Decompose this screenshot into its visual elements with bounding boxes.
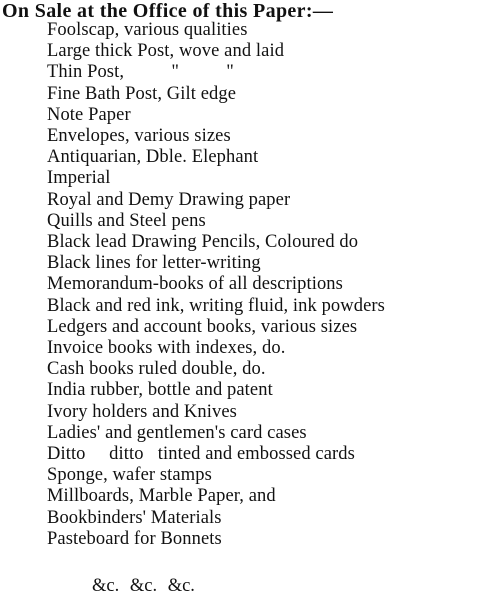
list-item: Memorandum-books of all descriptions bbox=[47, 274, 343, 295]
list-item: Note Paper bbox=[47, 104, 131, 125]
list-item: Pasteboard for Bonnets bbox=[47, 528, 222, 549]
list-item: Antiquarian, Dble. Elephant bbox=[47, 147, 259, 168]
list-item: Cash books ruled double, do. bbox=[47, 359, 266, 380]
list-item: Thin Post, " " bbox=[47, 62, 234, 83]
list-item: Ditto ditto tinted and embossed cards bbox=[47, 444, 355, 465]
list-item: Imperial bbox=[47, 168, 111, 189]
list-item: Royal and Demy Drawing paper bbox=[47, 189, 291, 210]
list-item: Millboards, Marble Paper, and bbox=[47, 486, 276, 507]
list-item: Bookbinders' Materials bbox=[47, 507, 222, 528]
list-item: Foolscap, various qualities bbox=[47, 20, 248, 40]
closing-etcetera: &c. &c. &c. bbox=[92, 576, 195, 596]
list-item: Envelopes, various sizes bbox=[47, 126, 231, 147]
list-item: Ledgers and account books, various sizes bbox=[47, 316, 358, 337]
list-item: Invoice books with indexes, do. bbox=[47, 338, 286, 359]
list-item: Fine Bath Post, Gilt edge bbox=[47, 83, 237, 104]
advertisement-heading: On Sale at the Office of this Paper:— bbox=[2, 0, 334, 22]
list-item: Black and red ink, writing fluid, ink powders bbox=[47, 295, 385, 316]
list-item: Ivory holders and Knives bbox=[47, 401, 237, 422]
list-item: Ladies' and gentlemen's card cases bbox=[47, 422, 307, 443]
list-item: India rubber, bottle and patent bbox=[47, 380, 273, 401]
list-item: Sponge, wafer stamps bbox=[47, 465, 212, 486]
list-item: Quills and Steel pens bbox=[47, 210, 206, 231]
stationery-item-list bbox=[47, 20, 385, 550]
list-item: Large thick Post, wove and laid bbox=[47, 41, 285, 62]
list-item: Black lead Drawing Pencils, Coloured do bbox=[47, 232, 359, 253]
list-item: Black lines for letter-writing bbox=[47, 253, 261, 274]
